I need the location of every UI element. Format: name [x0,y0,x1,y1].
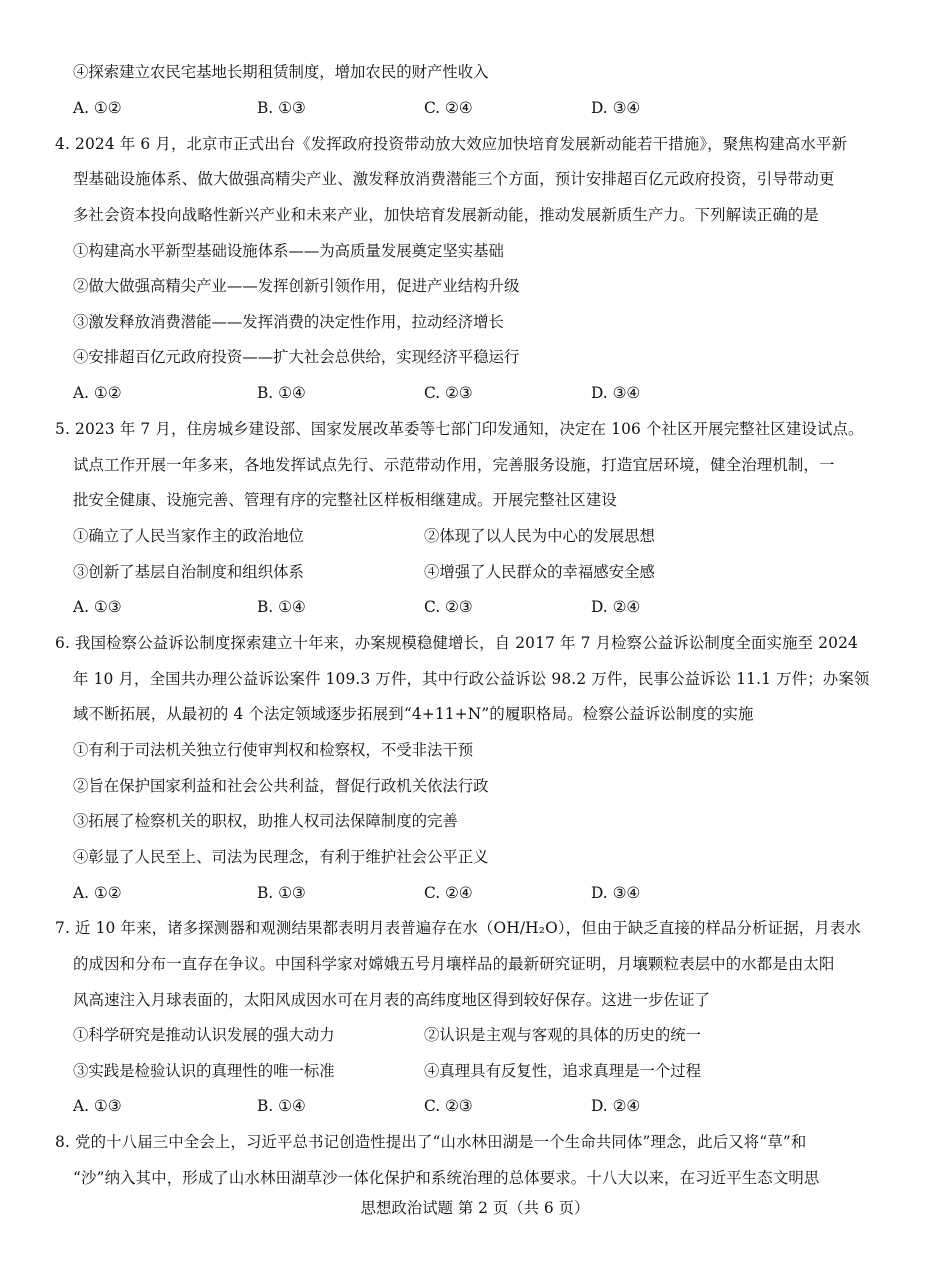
q7-item-4: ④真理具有反复性，追求真理是一个过程 [424,1062,702,1080]
q6-option-c: C. ②④ [424,884,473,902]
q4-item-3: ③激发释放消费潜能——发挥消费的决定性作用，拉动经济增长 [73,313,504,331]
q7-stem-line-2: 的成因和分布一直存在争议。中国科学家对嫦娥五号月壤样品的最新研究证明，月壤颗粒表层中的水都是由太阳 [73,955,835,973]
q4-options [0,381,950,405]
q5-stem-line-3: 批安全健康、设施完善、管理有序的完整社区样板相继建成。开展完整社区建设 [73,491,617,509]
q3-option-c: C. ②④ [424,99,473,117]
q7-stem-line-1: 7. 近 10 年来，诸多探测器和观测结果都表明月表普遍存在水（OH/H₂O），但由于缺乏直接的样品分析证据，月表水 [55,919,861,937]
q7-item-2: ②认识是主观与客观的具体的历史的统一 [424,1026,702,1044]
q7-items-row-1 [0,1023,950,1047]
q4-option-b: B. ①④ [257,384,306,402]
q6-stem-line-1: 6. 我国检察公益诉讼制度探索建立十年来，办案规模稳健增长，自 2017 年 7 月检察公益诉讼制度全面实施至 2024 [55,634,858,652]
q6-option-d: D. ③④ [591,884,641,902]
q4-option-d: D. ③④ [591,384,641,402]
q6-stem-line-3: 域不断拓展，从最初的 4 个法定领域逐步拓展到“4+11+N”的履职格局。检察公益诉讼制度的实施 [73,705,754,723]
q7-item-3: ③实践是检验认识的真理性的唯一标准 [73,1062,335,1080]
q3-option-d: D. ③④ [591,99,641,117]
q6-stem-line-2: 年 10 月，全国共办理公益诉讼案件 109.3 万件，其中行政公益诉讼 98.2 万件，民事公益诉讼 11.1 万件；办案领 [73,670,870,688]
q5-item-1: ①确立了人民当家作主的政治地位 [73,527,304,545]
q7-option-a: A. ①③ [73,1097,122,1115]
q5-option-d: D. ②④ [591,598,641,616]
q5-item-3: ③创新了基层自治制度和组织体系 [73,563,304,581]
q7-stem-line-3: 风高速注入月球表面的，太阳风成因水可在月表的高纬度地区得到较好保存。这进一步佐证了 [73,991,711,1009]
q3-item-4: ④探索建立农民宅基地长期租赁制度，增加农民的财产性收入 [73,63,489,81]
q4-item-1: ①构建高水平新型基础设施体系——为高质量发展奠定坚实基础 [73,242,504,260]
q7-option-b: B. ①④ [257,1097,306,1115]
q6-item-1: ①有利于司法机关独立行使审判权和检察权，不受非法干预 [73,741,474,759]
q4-item-2: ②做大做强高精尖产业——发挥创新引领作用，促进产业结构升级 [73,277,520,295]
q7-item-1: ①科学研究是推动认识发展的强大动力 [73,1026,335,1044]
q7-option-c: C. ②③ [424,1097,473,1115]
page-footer: 思想政治试题 第 2 页（共 6 页） [360,1199,590,1217]
q6-item-3: ③拓展了检察机关的职权，助推人权司法保障制度的完善 [73,812,458,830]
q5-option-b: B. ①④ [257,598,306,616]
q8-stem-line-1: 8. 党的十八届三中全会上，习近平总书记创造性提出了“山水林田湖是一个生命共同体”理念，此后又将“草”和 [55,1133,807,1151]
q6-item-4: ④彰显了人民至上、司法为民理念，有利于维护社会公平正义 [73,848,489,866]
q5-option-a: A. ①③ [73,598,122,616]
q6-option-a: A. ①② [73,884,122,902]
q4-option-c: C. ②③ [424,384,473,402]
q5-item-4: ④增强了人民群众的幸福感安全感 [424,563,655,581]
q5-items-row-2 [0,560,950,584]
q5-options [0,595,950,619]
q6-option-b: B. ①③ [257,884,306,902]
q4-option-a: A. ①② [73,384,122,402]
q7-option-d: D. ②④ [591,1097,641,1115]
q3-option-b: B. ①③ [257,99,306,117]
q4-stem-line-3: 多社会资本投向战略性新兴产业和未来产业，加快培育发展新动能，推动发展新质生产力。下列解读正确的是 [73,206,819,224]
q4-stem-line-2: 型基础设施体系、做大做强高精尖产业、激发释放消费潜能三个方面，预计安排超百亿元政府投资，引导带动更 [73,170,835,188]
q5-stem-line-2: 试点工作开展一年多来，各地发挥试点先行、示范带动作用，完善服务设施，打造宜居环境，健全治理机制，一 [73,456,835,474]
q7-options [0,1094,950,1118]
q4-stem-line-1: 4. 2024 年 6 月，北京市正式出台《发挥政府投资带动放大效应加快培育发展新动能若干措施》，聚焦构建高水平新 [55,135,848,153]
q3-option-a: A. ①② [73,99,122,117]
q7-items-row-2 [0,1059,950,1083]
q3-options [0,96,950,120]
q5-option-c: C. ②③ [424,598,473,616]
q4-item-4: ④安排超百亿元政府投资——扩大社会总供给，实现经济平稳运行 [73,348,520,366]
q5-stem-line-1: 5. 2023 年 7 月，住房城乡建设部、国家发展改革委等七部门印发通知，决定在 106 个社区开展完整社区建设试点。 [55,420,864,438]
q5-item-2: ②体现了以人民为中心的发展思想 [424,527,655,545]
q6-item-2: ②旨在保护国家利益和社会公共利益，督促行政机关依法行政 [73,777,489,795]
q6-options [0,881,950,905]
q8-stem-line-2: “沙”纳入其中，形成了山水林田湖草沙一体化保护和系统治理的总体要求。十八大以来，在习近平生态文明思 [73,1169,820,1187]
q5-items-row-1 [0,524,950,548]
